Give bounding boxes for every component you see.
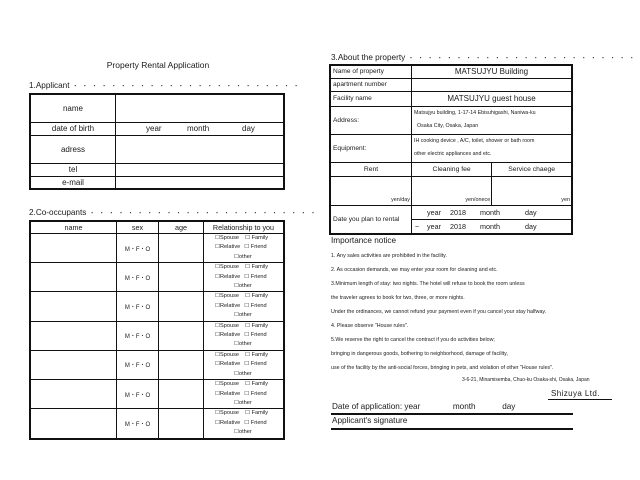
co-occupant-name-field[interactable]: [30, 292, 117, 321]
service-charge-unit: yen: [561, 196, 570, 203]
relationship-row-1: [204, 234, 283, 243]
property-table: [329, 64, 573, 235]
notice-line-5: Under the ordinances, we cannot refund your payment even if you cancel your stay halfway.: [331, 309, 547, 315]
date-from-month-word: month: [480, 207, 500, 217]
date-to-year-value: 2018: [450, 221, 466, 231]
date-of-application[interactable]: [332, 402, 515, 411]
facility-name-value: MATSUJYU guest house: [412, 91, 573, 106]
co-occupant-age-field[interactable]: [159, 350, 204, 379]
applicant-name-field[interactable]: [116, 94, 285, 122]
other-checkbox[interactable]: ☐other: [234, 312, 252, 319]
notice-line-2: 2. As occasion demands, we may enter your room for cleaning and etc.: [331, 267, 498, 273]
dob-year-label: year: [146, 124, 162, 133]
date-from-year-word: year: [427, 207, 441, 217]
notice-line-6: 4. Please observe "House rules".: [331, 323, 409, 329]
notice-line-9: use of the facility by the anti-social forces, bringing in pets, and violation of other "House rules".: [331, 365, 554, 371]
cleaning-fee-field[interactable]: [412, 176, 492, 205]
date-from-day-word: day: [525, 207, 537, 217]
co-occupant-name-field[interactable]: [30, 380, 117, 409]
relationship-row-2: [204, 243, 283, 252]
date-to-day-word: day: [525, 221, 537, 231]
relationship-row-1: [204, 263, 283, 272]
address-line-1: Matsujyu building, 1-17-14 Ebisuhigashi, Naniwa-ku: [414, 110, 536, 116]
family-checkbox[interactable]: ☐ Family: [245, 410, 269, 417]
relative-checkbox[interactable]: ☐Relative: [215, 332, 241, 339]
relationship-row-3: [204, 311, 283, 320]
co-occupant-row: [30, 263, 284, 292]
facility-name-label: Facility name: [330, 91, 412, 106]
co-occupant-age-field[interactable]: [159, 263, 204, 292]
dotted-leader: ・・・・・・・・・・・・・・・・・・・・・・・・: [71, 83, 303, 90]
applicant-dob-field[interactable]: [116, 122, 285, 135]
friend-checkbox[interactable]: ☐ Friend: [244, 273, 267, 280]
date-of-application-underline: [331, 413, 573, 415]
relative-checkbox[interactable]: ☐Relative: [215, 244, 241, 251]
rental-date-label: Date you plan to rental: [330, 205, 412, 234]
section-co-occupants-label: 2.Co-occupants: [29, 208, 87, 217]
co-occupant-row: [30, 321, 284, 350]
property-name-label: Name of property: [330, 65, 412, 78]
rental-date-field[interactable]: [412, 205, 573, 234]
co-occupant-name-field[interactable]: [30, 321, 117, 350]
section-co-occupants-heading: [29, 208, 320, 218]
relationship-row-3: [204, 282, 283, 291]
rental-date-from: [412, 206, 571, 220]
co-occupant-sex-field[interactable]: M・F・O: [117, 350, 159, 379]
family-checkbox[interactable]: ☐ Family: [245, 235, 269, 241]
notice-line-8: bringing in dangerous goods, bothering to neighborhood, damage of facility,: [331, 351, 508, 357]
spouse-checkbox[interactable]: ☐Spouse: [215, 293, 239, 300]
date-from-year-value: 2018: [450, 207, 466, 217]
date-to-prefix: ~: [415, 221, 420, 231]
relative-checkbox[interactable]: ☐Relative: [215, 419, 241, 426]
dotted-leader: ・・・・・・・・・・・・・・・・・・・・・・・・: [407, 55, 638, 62]
col-header-relationship: Relationship to you: [204, 221, 285, 234]
address-line-2: Osaka City, Osaka, Japan: [417, 123, 479, 129]
col-header-sex: sex: [117, 221, 159, 234]
relationship-row-2: [204, 360, 283, 369]
co-occupant-name-field[interactable]: [30, 350, 117, 379]
applicant-email-label: e-mail: [30, 176, 116, 189]
company-name: Shizuya Ltd.: [551, 389, 600, 398]
applicant-tel-label: tel: [30, 163, 116, 176]
co-occupant-relationship-field: [204, 409, 285, 439]
other-checkbox[interactable]: ☐other: [234, 341, 252, 348]
col-header-age: age: [159, 221, 204, 234]
notice-line-1: 1. Any sales activities are prohibited in the facility.: [331, 253, 447, 259]
cleaning-fee-unit: yen/onece: [465, 196, 491, 203]
co-occupant-sex-field[interactable]: M・F・O: [117, 321, 159, 350]
dob-day-label: day: [242, 124, 255, 133]
relationship-row-1: [204, 409, 283, 418]
col-header-name: name: [30, 221, 117, 234]
spouse-checkbox[interactable]: ☐Spouse: [215, 410, 239, 417]
relationship-row-2: [204, 331, 283, 340]
section-applicant-label: 1.Applicant: [29, 81, 70, 90]
relative-checkbox[interactable]: ☐Relative: [215, 361, 241, 368]
rent-label: Rent: [330, 162, 412, 176]
section-applicant-heading: [29, 81, 303, 91]
service-charge-field[interactable]: [492, 176, 572, 205]
relationship-row-3: [204, 428, 283, 437]
section-property-heading: [331, 53, 638, 63]
co-occupant-row: [30, 380, 284, 409]
apartment-number-field[interactable]: [412, 78, 573, 91]
equipment-value: [412, 134, 573, 162]
co-occupant-row: [30, 292, 284, 321]
friend-checkbox[interactable]: ☐ Friend: [244, 332, 267, 339]
other-checkbox[interactable]: ☐other: [234, 399, 252, 406]
dotted-leader: ・・・・・・・・・・・・・・・・・・・・・・・・: [88, 210, 320, 217]
co-occupant-relationship-field: [204, 234, 285, 263]
other-checkbox[interactable]: ☐other: [234, 253, 252, 260]
notice-line-4: the traveler agrees to book for two, three, or more nights.: [331, 295, 465, 301]
equipment-line-1: IH cooking device , A/C, toilet, shower or bath room: [414, 138, 535, 144]
family-checkbox[interactable]: ☐ Family: [245, 381, 269, 388]
company-underline: [548, 399, 612, 400]
relationship-row-2: [204, 390, 283, 399]
co-occupant-age-field[interactable]: [159, 292, 204, 321]
relationship-row-2: [204, 419, 283, 428]
applicant-email-field[interactable]: [116, 176, 285, 189]
co-occupant-sex-field[interactable]: M・F・O: [117, 409, 159, 439]
friend-checkbox[interactable]: ☐ Friend: [244, 361, 267, 368]
relationship-row-3: [204, 399, 283, 408]
property-name-value: MATSUJYU Building: [412, 65, 573, 78]
spouse-checkbox[interactable]: ☐Spouse: [215, 351, 239, 358]
co-occupant-sex-field[interactable]: M・F・O: [117, 234, 159, 263]
spouse-checkbox[interactable]: ☐Spouse: [215, 235, 239, 241]
relative-checkbox[interactable]: ☐Relative: [215, 390, 241, 397]
co-occupant-age-field[interactable]: [159, 380, 204, 409]
cleaning-fee-label: Cleaning fee: [412, 162, 492, 176]
relationship-row-3: [204, 253, 283, 262]
co-occupant-age-field[interactable]: [159, 409, 204, 439]
family-checkbox[interactable]: ☐ Family: [245, 293, 269, 300]
friend-checkbox[interactable]: ☐ Friend: [244, 390, 267, 397]
co-occupant-relationship-field: [204, 292, 285, 321]
relationship-row-3: [204, 340, 283, 349]
friend-checkbox[interactable]: ☐ Friend: [244, 419, 267, 426]
spouse-checkbox[interactable]: ☐Spouse: [215, 264, 239, 271]
friend-checkbox[interactable]: ☐ Friend: [244, 244, 267, 251]
applicant-tel-field[interactable]: [116, 163, 285, 176]
relationship-row-2: [204, 273, 283, 282]
spouse-checkbox[interactable]: ☐Spouse: [215, 381, 239, 388]
rental-date-to: [412, 220, 571, 233]
dob-month-label: month: [187, 124, 210, 133]
relationship-row-1: [204, 292, 283, 301]
company-address: 3-6-21, Minamisemba, Chuo-ku Osaka-shi, Osaka, Japan: [462, 377, 590, 383]
signature-underline[interactable]: [331, 428, 573, 430]
applicant-signature-label: Applicant's signature: [332, 416, 408, 425]
co-occupant-name-field[interactable]: [30, 234, 117, 263]
section-property-label: 3.About the property: [331, 53, 406, 62]
family-checkbox[interactable]: ☐ Family: [245, 322, 269, 329]
relative-checkbox[interactable]: ☐Relative: [215, 302, 241, 309]
relationship-row-2: [204, 302, 283, 311]
friend-checkbox[interactable]: ☐ Friend: [244, 302, 267, 309]
co-occupant-sex-field[interactable]: M・F・O: [117, 380, 159, 409]
equipment-label: Equipment:: [330, 134, 412, 162]
form-title: Property Rental Application: [106, 60, 210, 70]
co-occupant-row: [30, 234, 284, 263]
co-occupants-table: [29, 220, 285, 440]
date-of-application-month: month: [452, 402, 476, 411]
other-checkbox[interactable]: ☐other: [234, 370, 252, 377]
co-occupant-name-field[interactable]: [30, 409, 117, 439]
other-checkbox[interactable]: ☐other: [234, 429, 252, 436]
service-charge-label: Service chaege: [492, 162, 572, 176]
date-to-month-word: month: [480, 221, 500, 231]
date-to-year-word: year: [427, 221, 441, 231]
co-occupant-relationship-field: [204, 263, 285, 292]
apartment-number-label: apartment number: [330, 78, 412, 91]
co-occupant-row: [30, 409, 284, 439]
relationship-row-3: [204, 370, 283, 379]
notice-title: Importance notice: [331, 236, 397, 245]
equipment-line-2: other electric appliances and etc.: [414, 151, 492, 157]
notice-line-7: 5.We reserve the right to cancel the contract if you do activities below;: [331, 337, 495, 343]
co-occupant-name-field[interactable]: [30, 263, 117, 292]
co-occupant-sex-field[interactable]: M・F・O: [117, 263, 159, 292]
co-occupant-relationship-field: [204, 321, 285, 350]
other-checkbox[interactable]: ☐other: [234, 283, 252, 290]
rent-field[interactable]: [330, 176, 412, 205]
family-checkbox[interactable]: ☐ Family: [245, 264, 269, 271]
notice-line-3: 3.Minimum length of stay: two nights. The hotel will refuse to book the room unless: [331, 281, 525, 287]
co-occupant-relationship-field: [204, 350, 285, 379]
relationship-row-1: [204, 322, 283, 331]
address-value: [412, 106, 573, 134]
co-occupant-age-field[interactable]: [159, 321, 204, 350]
applicant-dob-label: date of birth: [30, 122, 116, 135]
applicant-address-label: adress: [30, 135, 116, 163]
co-occupant-row: [30, 350, 284, 379]
relationship-row-1: [204, 351, 283, 360]
co-occupant-sex-field[interactable]: M・F・O: [117, 292, 159, 321]
co-occupant-age-field[interactable]: [159, 234, 204, 263]
applicant-address-field[interactable]: [116, 135, 285, 163]
date-of-application-day: day: [502, 402, 516, 411]
applicant-name-label: name: [30, 94, 116, 122]
address-label: Address:: [330, 106, 412, 134]
applicant-table: [29, 93, 285, 190]
family-checkbox[interactable]: ☐ Family: [245, 351, 269, 358]
date-of-application-label: Date of application: year: [332, 402, 421, 411]
co-occupant-relationship-field: [204, 380, 285, 409]
date-from-prefix: [412, 206, 427, 219]
relationship-row-1: [204, 380, 283, 389]
spouse-checkbox[interactable]: ☐Spouse: [215, 322, 239, 329]
relative-checkbox[interactable]: ☐Relative: [215, 273, 241, 280]
rent-unit: yen/day: [391, 196, 410, 203]
